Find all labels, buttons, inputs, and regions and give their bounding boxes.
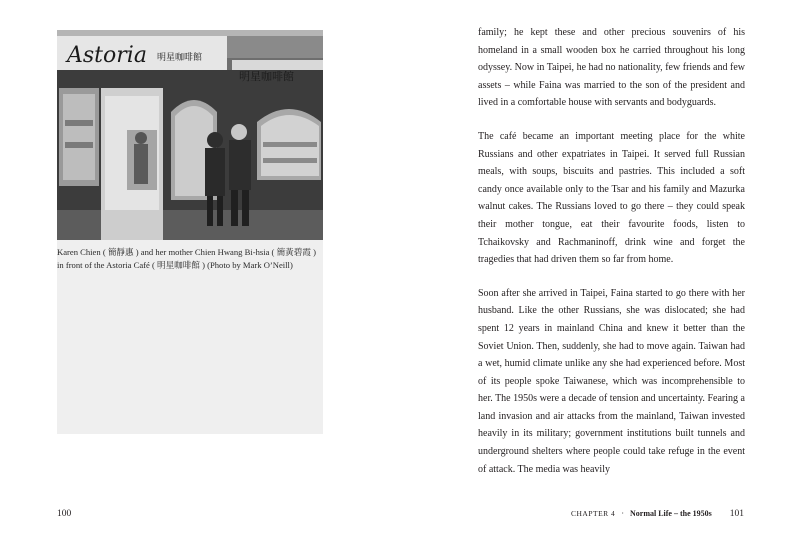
- shop-sign-cjk-left: 明星咖啡館: [157, 53, 203, 63]
- photo-caption: Karen Chien ( 簡靜惠 ) and her mother Chien Hwang Bi-hsia ( 簡黃碧霞 ) in front of the Astoria Café ( 明星咖啡館 ) (Photo by Mark O’Neill): [57, 247, 316, 270]
- running-footer: [571, 509, 744, 519]
- storefront-photo: [57, 30, 323, 240]
- footer-separator: ·: [621, 509, 624, 518]
- page-number-right: 101: [729, 509, 744, 519]
- paragraph: The café became an important meeting place for the white Russians and other expatriates in Taipei. It served full Russian meals, with soups, biscuits and pastries. This included a soft candy once available only to the Tsar and his family and Mazurka walnut cakes. The Russians loved to go there – they could speak their mother tongue, eat their favourite foods, listen to Tchaikovsky and Rachmaninoff, drink wine and forget the tragedies that had driven them so far from home.: [478, 130, 745, 266]
- paragraph: family; he kept these and other precious souvenirs of his homeland in a small wooden box he carried throughout his long odyssey. Now in Taipei, he had no nationality, few friends and few assets – while Faina was married to the son of the president and lived in a comfortable house with servants and bodyguards.: [478, 27, 745, 109]
- shop-sign-cjk-right: 明星咖啡館: [239, 70, 294, 83]
- body-text: [478, 24, 745, 478]
- shop-sign-text: Astoria: [67, 43, 147, 68]
- figure-panel: [57, 30, 323, 434]
- chapter-label: CHAPTER 4: [571, 509, 616, 518]
- paragraph: Soon after she arrived in Taipei, Faina started to go there with her husband. Like the other Russians, she was dislocated; she had spent 12 years in mainland China and knew it better than the Soviet Union. Then, suddenly, she had to move again. Taiwan had a wet, humid climate unlike any she had experienced before. Most of its people spoke Taiwanese, which was incomprehensible to her. The 1950s were a decade of tension and uncertainty. Fearing a land invasion and air attacks from the mainland, Taiwan invested heavily in its military; government institutions built tunnels and underground shelters where people could take refuge in the event of attack. The media was heavily: [478, 287, 745, 475]
- page-number-left: 100: [57, 509, 72, 519]
- chapter-title: Normal Life – the 1950s: [629, 509, 712, 518]
